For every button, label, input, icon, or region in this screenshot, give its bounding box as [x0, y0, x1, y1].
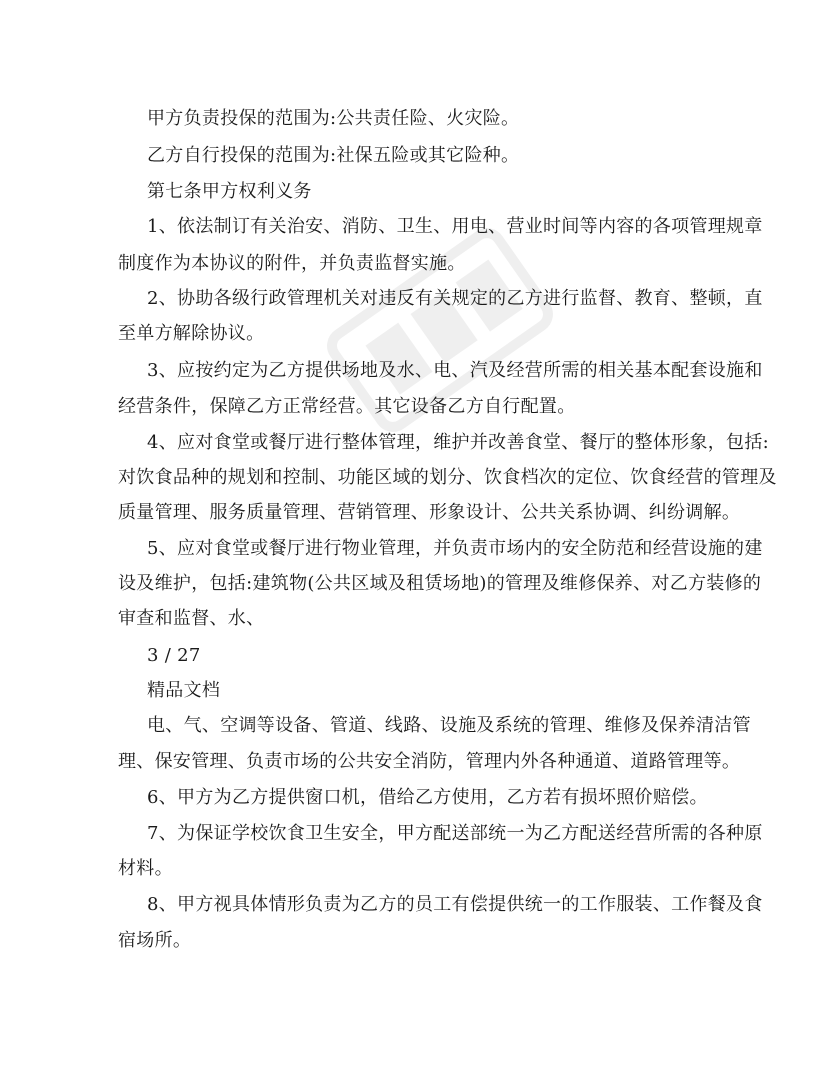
document-header-label: 精品文档 [147, 680, 221, 701]
clause-8-line-2: 宿场所。 [118, 930, 192, 951]
clause-8-line-1: 8、甲方视具体情形负责为乙方的员工有偿提供统一的工作服装、工作餐及食 [147, 894, 763, 915]
clause-6: 6、甲方为乙方提供窗口机，借给乙方使用，乙方若有损坏照价赔偿。 [147, 787, 708, 808]
clause-5-continued-line-1: 电、气、空调等设备、管道、线路、设施及系统的管理、维修及保养清洁管 [147, 715, 751, 736]
clause-7-line-2: 材料。 [118, 858, 173, 879]
clause-5-line-2: 设及维护，包括:建筑物(公共区域及租赁场地)的管理及维修保养、对乙方装修的 [118, 573, 762, 594]
clause-5-line-1: 5、应对食堂或餐厅进行物业管理，并负责市场内的安全防范和经营设施的建 [147, 538, 763, 559]
clause-5-line-3: 审查和监督、水、 [118, 608, 265, 629]
clause-2-line-1: 2、协助各级行政管理机关对违反有关规定的乙方进行监督、教育、整顿，直 [147, 288, 763, 309]
clause-5-continued-line-2: 理、保安管理、负责市场的公共安全消防，管理内外各种通道、道路管理等。 [118, 751, 741, 772]
paragraph-insurance-party-a: 甲方负责投保的范围为:公共责任险、火灾险。 [147, 108, 520, 129]
clause-3-line-2: 经营条件，保障乙方正常经营。其它设备乙方自行配置。 [118, 396, 576, 417]
clause-7-line-1: 7、为保证学校饮食卫生安全，甲方配送部统一为乙方配送经营所需的各种原 [147, 823, 763, 844]
paragraph-insurance-party-b: 乙方自行投保的范围为:社保五险或其它险种。 [147, 145, 520, 166]
clause-4-line-3: 质量管理、服务质量管理、营销管理、形象设计、公共关系协调、纠纷调解。 [118, 502, 741, 523]
clause-2-line-2: 至单方解除协议。 [118, 323, 265, 344]
clause-3-line-1: 3、应按约定为乙方提供场地及水、电、汽及经营所需的相关基本配套设施和 [147, 360, 763, 381]
section-heading-article-7: 第七条甲方权利义务 [147, 181, 312, 202]
clause-1-line-2: 制度作为本协议的附件，并负责监督实施。 [118, 253, 466, 274]
page-number: 3 / 27 [147, 645, 201, 666]
clause-4-line-1: 4、应对食堂或餐厅进行整体管理，维护并改善食堂、餐厅的整体形象，包括: [147, 432, 770, 453]
clause-1-line-1: 1、依法制订有关治安、消防、卫生、用电、营业时间等内容的各项管理规章 [147, 216, 763, 237]
clause-4-line-2: 对饮食品种的规划和控制、功能区域的划分、饮食档次的定位、饮食经营的管理及 [118, 467, 777, 488]
